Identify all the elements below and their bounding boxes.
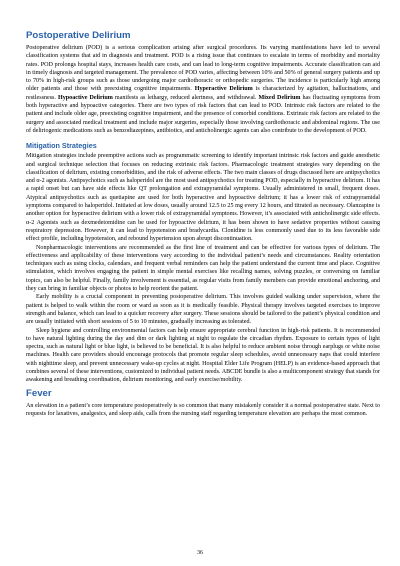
page-number: 36 — [197, 550, 203, 556]
paragraph-pod-overview — [26, 44, 380, 135]
paragraph-sleep-hygiene: Sleep hygiene and controlling environmental factors can help ensure appropriate cerebral function in high-risk patients. It is recommended to have natural lighting during the day and dim or dark lighting at night to regulate the circadian rhythm. Exposure to certain types of light spectra, such as natural light or blue light, is believed to be beneficial. It is also helpful to reduce ambient noise through earplugs or white noise machines. Health care providers should encourage protocols that promote regular sleep schedules, avoid unnecessary naps that could interfere with nighttime sleep, and prevent unnecessary wake-up cycles at night. Hospital Elder Life Program (HELP) is an evidence-based approach that combines several of these interventions, customized to individual patient needs. ABCDE bundle is also a multicomponent strategy that stands for awakening and breathing coordination, delirium monitoring, and early exercise/mobility. — [26, 327, 380, 384]
term-hypoactive-delirium: Hypoactive Delirium — [58, 94, 113, 101]
text-run: manifests as lethargy, reduced alertness, and withdrawal. — [112, 94, 259, 101]
text-run: Postoperative delirium (POD) is a serious complication arising after surgical procedures. Its varying manifestations have led to several classification systems that aid in diagnosis and treatment. POD is a rising issue that continues to escalate in terms of morbidity and mortality rates. POD prolongs hospital stays, increases health care costs, and can lead to long-term cognitive impairments. Accurate classification can aid in timely diagnosis and targeted management. The prevalence of POD varies, affecting between 10% and 50% of general surgery patients and up to 70% in high-risk groups such as those undergoing major cardiothoracic or orthopedic surgeries. The incidence is particularly high among older patients and those with preexisting cognitive impairments. — [26, 45, 380, 93]
term-hyperactive-delirium: Hyperactive Delirium — [194, 86, 253, 93]
paragraph-nonpharmacologic: Nonpharmacologic interventions are recommended as the first line of treatment and can be effective for various types of delirium. The effectiveness and applicability of these interventions vary according to the individual patient’s needs and circumstances. Reality orientation techniques such as using clocks, calendars, and frequent verbal reminders can help the patient understand the current time and place. Cognitive stimulation, which involves engaging the patient in simple mental exercises like recalling names, solving puzzles, or conversing on familiar topics, can also be helpful. Finally, family involvement is essential, as regular visits from family members can provide emotional anchoring, and they can bring in familiar objects or photos to help reorient the patient. — [26, 244, 380, 293]
term-mixed-delirium: Mixed Delirium — [258, 94, 301, 101]
paragraph-pharmacologic: Mitigation strategies include preemptive actions such as programmatic screening to identify important intrinsic risk factors and guide anesthetic and surgical technique selection that focuses on reducing extrinsic risk factors. Pharmacologic treatment strategies vary depending on the classification of delirium, existing comorbidities, and the risk of adverse effects. The two main classes of drugs discussed here are antipsychotics and α-2 agonists. Antipsychotics such as haloperidol are the most used antipsychotics for treating POD, especially in hyperactive delirium. It has a rapid onset but can have side effects like QT prolongation and extrapyramidal symptoms. Usually administered in small, frequent doses. Atypical antipsychotics such as quetiapine are used for both hyperactive and hypoactive delirium; it has a lower risk of extrapyramidal symptoms compared to haloperidol. Initiated at low doses, usually around 12.5 to 25 mg every 12 hours, and titrated as necessary. Olanzapine is another option for hyperactive delirium with a lower risk of extrapyramidal symptoms. However, it’s associated with anticholinergic side effects. α-2 Agonists such as dexmedetomidine can be used for hypoactive delirium, it has been shown to have sedative properties without causing respiratory depression. However, it can lead to hypotension and bradycardia. Clonidine is less commonly used due to its less favorable side effect profile, including hypotension, and rebound hypertension upon abrupt discontinuation. — [26, 153, 380, 243]
section-title-mitigation-strategies: Mitigation Strategies — [26, 141, 97, 151]
section-title-postoperative-delirium: Postoperative Delirium — [26, 30, 131, 41]
section-title-fever: Fever — [26, 387, 52, 399]
page-content — [26, 30, 380, 418]
text-run: has fluctuating symptoms from both hyperactive and hypoactive categories. There are two types of risk factors that can lead to POD. Intrinsic risk factors are related to the patient and include older age, preexisting cognitive impairment, and the presence of comorbid conditions. Extrinsic risk factors are related to the surgery and associated medical treatment and include major surgeries, especially those involving cardiothoracic and abdominal regions. The use of deliriogenic medications such as benzodiazepines, antibiotics, and anticholinergic agents can also contribute to the development of POD. — [26, 94, 380, 134]
text-run: is characterized by agitation, hallucinations, and restlessness. — [26, 86, 380, 101]
paragraph-early-mobility: Early mobility is a crucial component in preventing postoperative delirium. This involves guided walking under supervision, where the patient is helped to walk within the room or ward as soon as it is medically feasible. Physical therapy involves targeted exercises to improve strength and balance, which can lead to a quicker recovery after surgery. These sessions should be tailored to the patient’s physical condition and are usually initiated with short sessions of 5 to 10 minutes, gradually increasing as tolerated. — [26, 294, 380, 326]
paragraph-fever: An elevation in a patient’s core temperature postoperatively is so common that many mistakenly consider it a normal postoperative state. Next to requests for laxatives, analgesics, and sleep aids, calls from the nursing staff regarding temperature elevation are perhaps the most common. — [26, 402, 380, 417]
